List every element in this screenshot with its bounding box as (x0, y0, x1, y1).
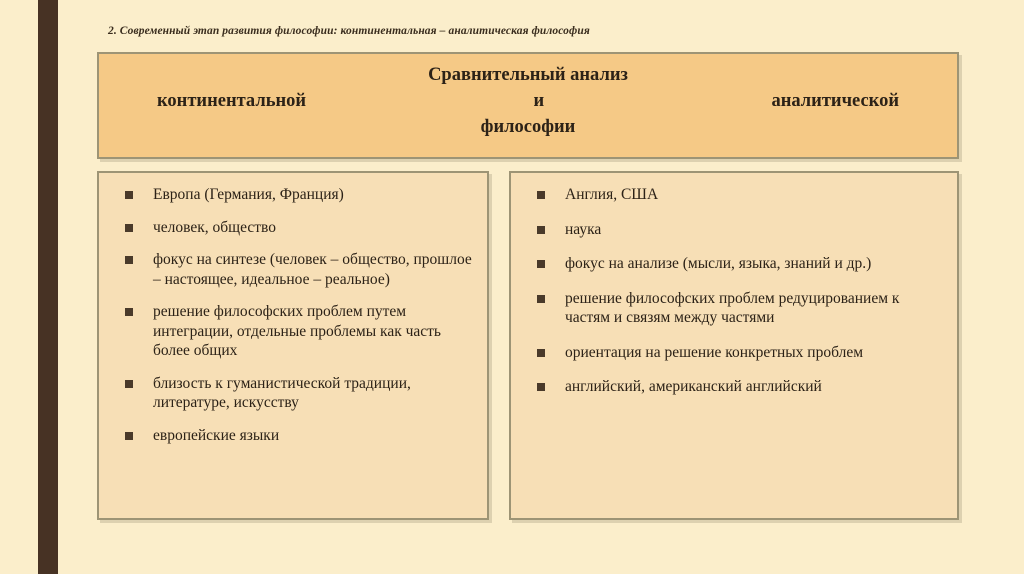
list-item (525, 377, 943, 397)
bullet-square-icon (125, 224, 133, 232)
analytic-philosophy-panel (509, 171, 959, 520)
title-word-and: и (533, 91, 545, 111)
list-item (113, 426, 473, 446)
list-item (525, 289, 943, 328)
continental-philosophy-panel (97, 171, 489, 520)
list-item-label: близость к гуманистической традиции, литературе, искусству (153, 374, 411, 411)
list-item (113, 218, 473, 238)
list-item-label: фокус на синтезе (человек – общество, прошлое – настоящее, идеальное – реальное) (153, 251, 472, 288)
list-item-label: Европа (Германия, Франция) (153, 186, 344, 203)
title-line-1: Сравнительный анализ (428, 65, 628, 85)
title-line-3: философии (480, 117, 576, 137)
title-line-2 (117, 88, 939, 114)
comparison-columns (97, 171, 959, 520)
list-item (113, 185, 473, 205)
bullet-square-icon (125, 256, 133, 264)
list-item-label: фокус на анализе (мысли, языка, знаний и др.) (565, 255, 872, 272)
list-item (525, 254, 943, 274)
list-item (525, 343, 943, 363)
bullet-square-icon (537, 260, 545, 268)
title-word-analytic: аналитической (771, 91, 899, 111)
bullet-square-icon (537, 295, 545, 303)
bullet-square-icon (125, 308, 133, 316)
list-item-label: решение философских проблем путем интеграции, отдельные проблемы как часть более общих (153, 303, 441, 359)
slide-header: 2. Современный этап развития философии: континентальная – аналитическая философия (108, 25, 590, 37)
bullet-square-icon (537, 226, 545, 234)
continental-bullet-list (113, 185, 473, 445)
title-word-continental: континентальной (157, 91, 307, 111)
title-panel (97, 52, 959, 159)
bullet-square-icon (125, 432, 133, 440)
list-item-label: английский, американский английский (565, 378, 822, 395)
list-item (113, 250, 473, 289)
list-item-label: ориентация на решение конкретных проблем (565, 343, 864, 361)
list-item (525, 185, 943, 205)
bullet-square-icon (537, 383, 545, 391)
list-item-label: Англия, США (565, 186, 659, 203)
bullet-square-icon (537, 349, 545, 357)
bullet-square-icon (125, 191, 133, 199)
list-item-label: европейские языки (153, 426, 280, 444)
bullet-square-icon (125, 380, 133, 388)
decorative-left-bar (38, 0, 58, 574)
list-item (525, 220, 943, 240)
list-item-label: человек, общество (153, 218, 277, 236)
analytic-bullet-list (525, 185, 943, 397)
bullet-square-icon (537, 191, 545, 199)
list-item (113, 302, 473, 361)
list-item-label: наука (565, 220, 602, 238)
list-item-label: решение философских проблем редуцированием к частям и связям между частями (565, 289, 900, 326)
list-item (113, 374, 473, 413)
